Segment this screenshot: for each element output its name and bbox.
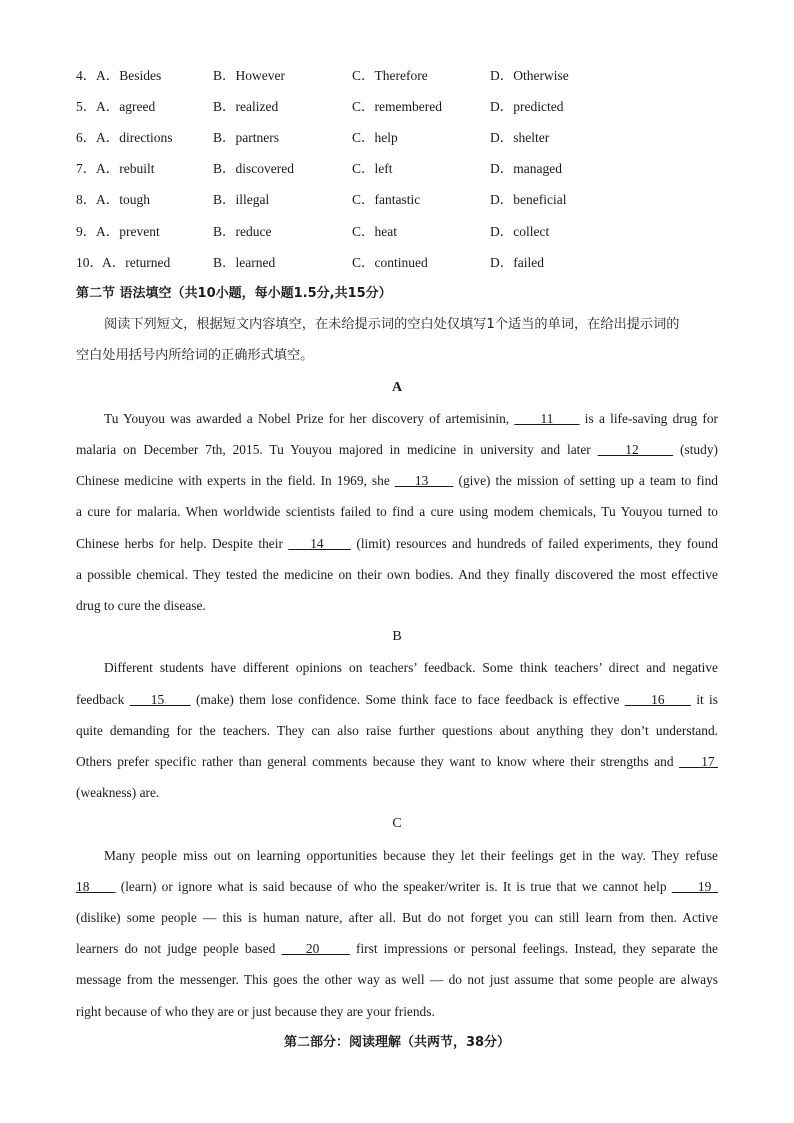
passage-b-title: B <box>392 629 402 644</box>
text: it is <box>691 692 718 707</box>
text: is a life-saving drug for <box>579 411 718 426</box>
option-b: B．illegal <box>213 192 270 207</box>
option-c: C．left <box>352 161 393 176</box>
passage-a-line3 <box>76 471 718 491</box>
blank-20[interactable]: 20 <box>281 941 350 956</box>
text: (give) the mission of setting up a team to find <box>453 473 718 488</box>
option-a: A．Besides <box>96 68 162 83</box>
passage-a-line7: drug to cure the disease. <box>76 598 206 613</box>
passage-b-line2 <box>76 690 718 710</box>
question-number: 6． <box>76 130 97 145</box>
text: (limit) resources and hundreds of failed experiments, they found <box>350 536 718 551</box>
passage-c-line4 <box>76 939 718 959</box>
option-c: C．help <box>352 130 398 145</box>
passage-a-line4: a cure for malaria. When worldwide scientists failed to find a cure using modem chemicals, Tu Youyou turned to <box>76 504 718 519</box>
part2-heading: 第二部分：阅读理解（共两节，38分） <box>283 1035 511 1050</box>
passage-c-title: C <box>392 816 402 831</box>
option-d: D．Otherwise <box>490 68 569 83</box>
option-b: B．reduce <box>213 224 272 239</box>
passage-b-line4 <box>76 752 718 772</box>
blank-16[interactable]: 16 <box>624 692 692 707</box>
text: Tu Youyou was awarded a Nobel Prize for her discovery of artemisinin, <box>104 411 515 426</box>
passage-a-line5 <box>76 534 718 554</box>
option-b: B．realized <box>213 99 279 114</box>
blank-18[interactable]: 18 <box>76 879 116 894</box>
passage-a-line1 <box>104 409 718 429</box>
option-d: D．predicted <box>490 99 564 114</box>
text: (learn) or ignore what is said because of who the speaker/writer is. It is true that we cannot help <box>115 879 672 894</box>
option-d: D．managed <box>490 161 562 176</box>
text: learners do not judge people based <box>76 941 282 956</box>
option-b: B．However <box>213 68 285 83</box>
blank-17[interactable]: 17 <box>679 754 718 769</box>
option-c: C．remembered <box>352 99 442 114</box>
passage-b-line5: (weakness) are. <box>76 785 160 800</box>
option-c: C．fantastic <box>352 192 421 207</box>
question-number: 8． <box>76 192 97 207</box>
text: (study) <box>673 442 718 457</box>
option-a: A．directions <box>96 130 173 145</box>
text: (make) them lose confidence. Some think face to face feedback is effective <box>190 692 625 707</box>
option-c: C．heat <box>352 224 397 239</box>
option-a: A．agreed <box>96 99 156 114</box>
option-d: D．failed <box>490 255 544 270</box>
section2-instruction-line1: 阅读下列短文，根据短文内容填空，在未给提示词的空白处仅填写1个适当的单词，在给出提示词的 <box>104 317 680 332</box>
option-b: B．discovered <box>213 161 294 176</box>
blank-14[interactable]: 14 <box>288 536 351 551</box>
question-number: 9． <box>76 224 97 239</box>
option-b: B．learned <box>213 255 276 270</box>
text: Chinese medicine with experts in the field. In 1969, she <box>76 473 395 488</box>
option-d: D．collect <box>490 224 550 239</box>
question-number: 7． <box>76 161 97 176</box>
option-b: B．partners <box>213 130 279 145</box>
blank-11[interactable]: 11 <box>514 411 580 426</box>
text: malaria on December 7th, 2015. Tu Youyou majored in medicine in university and later <box>76 442 598 457</box>
option-a: A．rebuilt <box>96 161 155 176</box>
passage-a-line6: a possible chemical. They tested the medicine on their own bodies. And they finally discovered the most effective <box>76 567 718 582</box>
text: feedback <box>76 692 130 707</box>
passage-a-title: A <box>391 380 403 395</box>
passage-c-line1: Many people miss out on learning opportunities because they let their feelings get in the way. They refuse <box>104 848 718 863</box>
question-number: 10． <box>76 255 103 270</box>
blank-13[interactable]: 13 <box>394 473 454 488</box>
passage-b-line1: Different students have different opinions on teachers’ feedback. Some think teachers’ direct and negative <box>104 660 718 675</box>
blank-19[interactable]: 19 <box>671 879 718 894</box>
option-d: D．shelter <box>490 130 550 145</box>
question-number: 4． <box>76 68 97 83</box>
passage-b-line3: quite demanding for the teachers. They can also raise further questions about anything they don’t understand. <box>76 723 718 738</box>
option-c: C．continued <box>352 255 428 270</box>
option-a: A．tough <box>96 192 150 207</box>
option-a: A．prevent <box>96 224 160 239</box>
text: first impressions or personal feelings. Instead, they separate the <box>349 941 718 956</box>
passage-c-line5: message from the messenger. This goes the other way as well — do not just assume that some people are always <box>76 972 718 987</box>
question-number: 5． <box>76 99 97 114</box>
text: Chinese herbs for help. Despite their <box>76 536 289 551</box>
section2-instruction-line2: 空白处用括号内所给词的正确形式填空。 <box>76 348 314 363</box>
section2-heading: 第二节 语法填空（共10小题，每小题1.5分,共15分） <box>76 286 392 301</box>
passage-c-line3: (dislike) some people — this is human nature, after all. But do not forget you can still learn from then. Active <box>76 910 718 925</box>
passage-c-line6: right because of who they are or just because they are your friends. <box>76 1004 435 1019</box>
blank-12[interactable]: 12 <box>597 442 674 457</box>
passage-c-line2 <box>76 877 718 897</box>
option-c: C．Therefore <box>352 68 428 83</box>
text: Others prefer specific rather than general comments because they want to know where their strengths and <box>76 754 680 769</box>
passage-a-line2 <box>76 440 718 460</box>
option-a: A．returned <box>102 255 171 270</box>
blank-15[interactable]: 15 <box>129 692 191 707</box>
option-d: D．beneficial <box>490 192 567 207</box>
